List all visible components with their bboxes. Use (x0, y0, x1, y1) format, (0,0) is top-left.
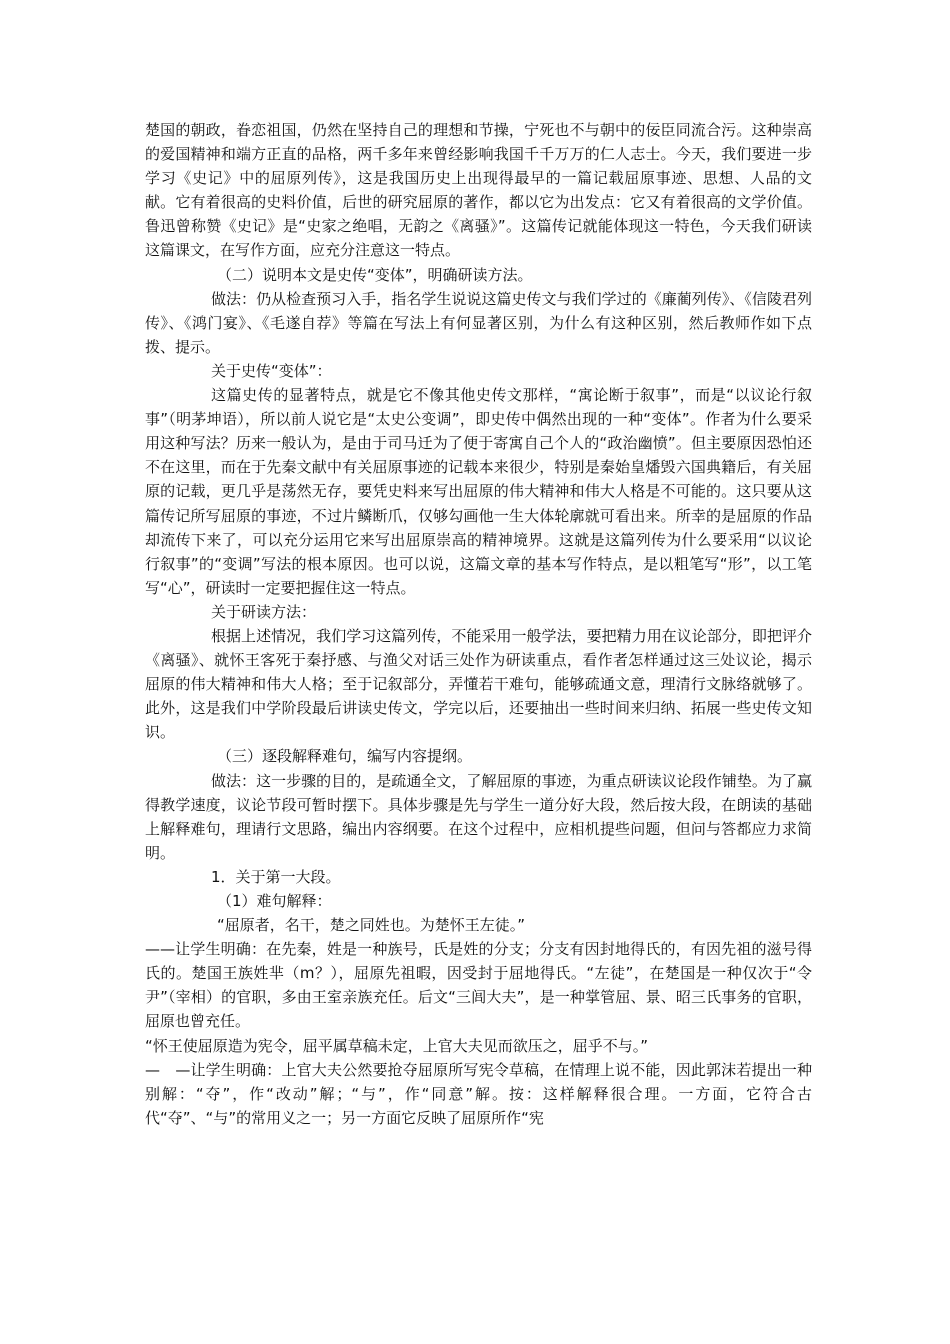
paragraph-variant: 这篇史传的显著特点，就是它不像其他史传文那样，“寓论断于叙事”，而是“以议论行叙事”（明茅坤语），所以前人说它是“太史公变调”，即史传中偶然出现的一种“变体”。作者为什么要采用这种写法？历来一般认为，是由于司马迁为了便于寄寓自己个人的“政治幽愤”。但主要原因恐怕还不在这里，而在于先秦文献中有关屈原事迹的记载本来很少，特别是秦始皇燔毁六国典籍后，有关屈原的记载，更几乎是荡然无存，要凭史料来写出屈原的伟大精神和伟大人格是不可能的。这只要从这篇传记所写屈原的事迹，不过片鳞断爪，仅够勾画他一生大体轮廓就可看出来。所幸的是屈原的作品却流传下来了，可以充分运用它来写出屈原崇高的精神境界。这就是这篇列传为什么要采用“以议论行叙事”的“变调”写法的根本原因。也可以说，这篇文章的基本写作特点，是以粗笔写“形”，以工笔写“心”，研读时一定要把握住这一特点。 (145, 386, 812, 597)
sublist-item-1: （1）难句解释： (217, 892, 332, 910)
paragraph-method-2: 做法：仍从检查预习入手，指名学生说说这篇史传文与我们学过的《廉蔺列传》、《信陵君列传》、《鸿门宴》、《毛遂自荐》等篇在写法上有何显著区别，为什么有这种区别，然后教师作如下点拨、提示。 (145, 289, 812, 356)
subheading-reading-method: 关于研读方法： (211, 602, 317, 621)
quote-1: “屈原者，名干，楚之同姓也。为楚怀王左徒。” (217, 916, 526, 935)
subheading-variant: 关于史传“变体”： (211, 361, 332, 380)
section-heading-3: （三）逐段解释难句，编写内容提纲。 (217, 747, 473, 766)
explanation-1: ——让学生明确：在先秦，姓是一种族号，氏是姓的分支；分支有因封地得氏的，有因先祖的滋号得氏的。楚国王族姓芈（m？），屈原先祖暇，因受封于屈地得氏。“左徒”，在楚国是一种仅次于“令尹”（宰相）的官职，多由王室亲族充任。后文“三闾大夫”，是一种掌管屈、景、昭三氏事务的官职，屈原也曾充任。 (145, 940, 812, 1031)
paragraph-reading-method: 根据上述情况，我们学习这篇列传，不能采用一般学法，要把精力用在议论部分，即把评介《离骚》、就怀王客死于秦抒感、与渔父对话三处作为研读重点，看作者怎样通过这三处议论，揭示屈原的伟大精神和伟大人格；至于记叙部分，弄懂若干难句，能够疏通文意，理清行文脉络就够了。此外，这是我们中学阶段最后讲读史传文，学完以后，还要抽出一些时间来归纳、拓展一些史传文知识。 (145, 626, 812, 742)
explanation-2: — —让学生明确：上官大夫公然要抢夺屈原所写宪令草稿，在情理上说不能，因此郭沫若提出一种别解：“夺”，作“改动”解；“与”，作“同意”解。按：这样解释很合理。一方面，它符合古代“夺”、“与”的常用义之一；另一方面它反映了屈原所作“宪 (145, 1060, 812, 1127)
paragraph-method-3: 做法：这一步骤的目的，是疏通全文，了解屈原的事迹，为重点研读议论段作铺垫。为了赢得教学速度，议论节段可暂时摆下。具体步骤是先与学生一道分好大段，然后按大段，在朗读的基础上解释难句，理请行文思路，编出内容纲要。在这个过程中，应相机提些问题，但问与答都应力求简明。 (145, 771, 812, 862)
list-item-1: 1．关于第一大段。 (211, 867, 341, 886)
section-heading-2: （二）说明本文是史传“变体”，明确研读方法。 (217, 265, 533, 284)
document-page (145, 118, 812, 1130)
paragraph-intro: 楚国的朝政，眷恋祖国，仍然在坚持自己的理想和节操，宁死也不与朝中的佞臣同流合污。这种崇高的爱国精神和端方正直的品格，两千多年来曾经影响我国千千万万的仁人志士。今天，我们要进一步学习《史记》中的屈原列传》，这是我国历史上出现得最早的一篇记载屈原事迹、思想、人品的文献。它有着很高的史料价值，后世的研究屈原的著作，都以它为出发点：它又有着很高的文学价值。鲁迅曾称赞《史记》是“史家之绝唱，无韵之《离骚》”。这篇传记就能体现这一特色，今天我们研读这篇课文，在写作方面，应充分注意这一特点。 (145, 121, 812, 260)
quote-2: “怀王使屈原造为宪令，屈平属草稿未定，上官大夫见而欲压之，屈乎不与。” (145, 1036, 649, 1055)
